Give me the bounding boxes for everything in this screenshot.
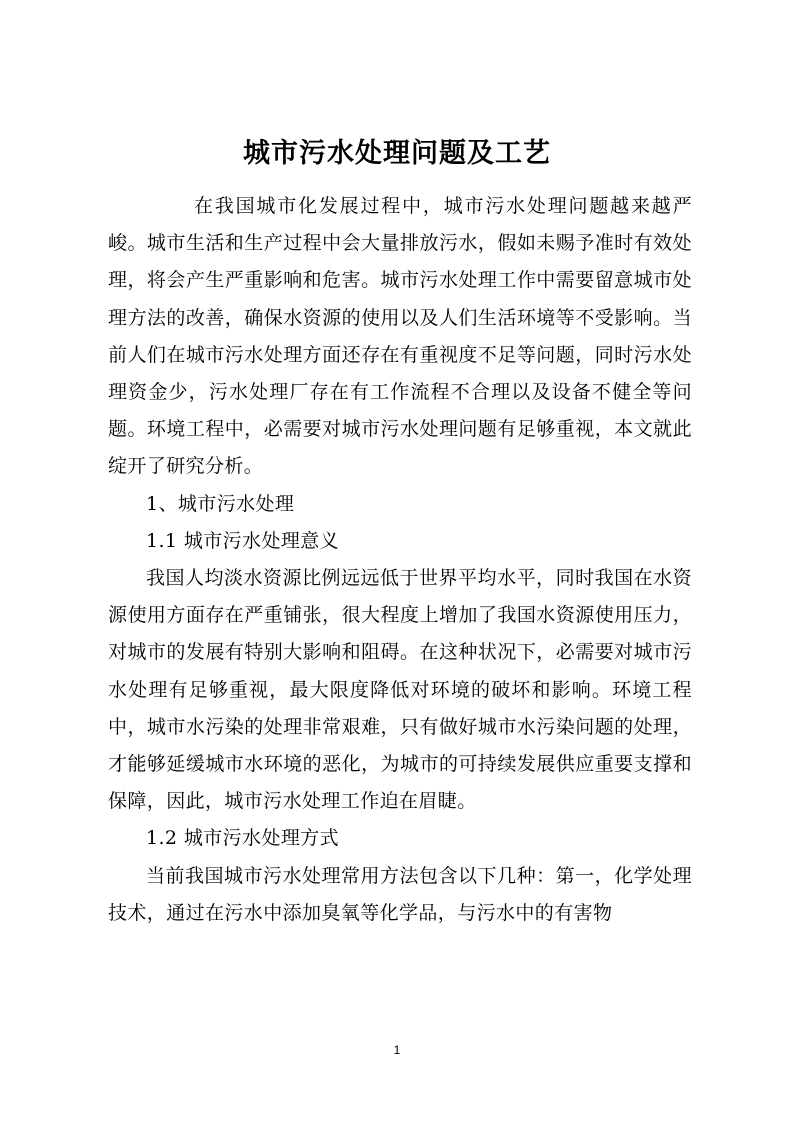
page-number: 1 bbox=[393, 1043, 401, 1057]
subsection-heading-1-2: 1.2 城市污水处理方式 bbox=[146, 827, 340, 850]
section-heading-1: 1、城市污水处理 bbox=[146, 492, 295, 515]
document-body bbox=[108, 188, 692, 932]
document-title: 城市污水处理问题及工艺 bbox=[243, 138, 551, 169]
methods-paragraph: 当前我国城市污水处理常用方法包含以下几种：第一，化学处理技术，通过在污水中添加臭氧等化学品，与污水中的有害物 bbox=[108, 864, 692, 924]
subsection-heading-1-1: 1.1 城市污水处理意义 bbox=[146, 529, 340, 552]
intro-paragraph: 在我国城市化发展过程中，城市污水处理问题越来越严峻。城市生活和生产过程中会大量排放污水，假如未赐予准时有效处理，将会产生严重影响和危害。城市污水处理工作中需要留意城市处理方法的改善，确保水资源的使用以及人们生活环境等不受影响。当前人们在城市污水处理方面还存在有重视度不足等问题，同时污水处理资金少，污水处理厂存在有工作流程不合理以及设备不健全等问题。环境工程中，必需要对城市污水处理问题有足够重视，本文就此绽开了研究分析。 bbox=[108, 195, 692, 478]
significance-paragraph: 我国人均淡水资源比例远远低于世界平均水平，同时我国在水资源使用方面存在严重铺张，很大程度上增加了我国水资源使用压力，对城市的发展有特别大影响和阻碍。在这种状况下，必需要对城市污水处理有足够重视，最大限度降低对环境的破坏和影响。环境工程中，城市水污染的处理非常艰难，只有做好城市水污染问题的处理，才能够延缓城市水环境的恶化，为城市的可持续发展供应重要支撑和保障，因此，城市污水处理工作迫在眉睫。 bbox=[108, 567, 692, 813]
